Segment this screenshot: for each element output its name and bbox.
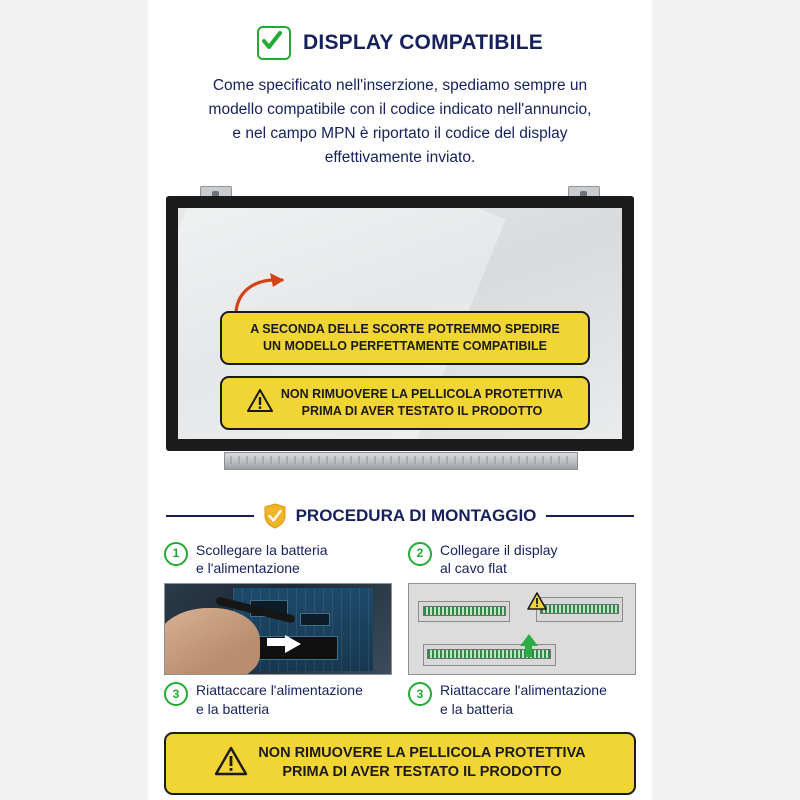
callout-line-2: UN MODELLO PERFETTAMENTE COMPATIBILE	[262, 338, 547, 353]
step-item-4	[408, 681, 636, 717]
divider-left	[166, 515, 254, 517]
hand-image	[164, 608, 260, 676]
right-arrow-icon	[285, 635, 301, 653]
flat-cable-icon	[423, 606, 506, 616]
step-line-2: e l'alimentazione	[196, 560, 300, 577]
warning-triangle-icon	[247, 389, 273, 417]
footer-warning-text	[258, 744, 585, 783]
intro-line-3: e nel campo MPN è riportato il codice del display	[232, 125, 568, 143]
step-item-2	[408, 541, 636, 577]
step-photo-battery-disconnect	[164, 583, 392, 675]
step-number-badge: 3	[408, 682, 432, 706]
callout-line-2: PRIMA DI AVER TESTATO IL PRODOTTO	[301, 403, 543, 418]
header	[148, 0, 652, 60]
warning-triangle-icon	[527, 592, 547, 615]
intro-paragraph	[166, 74, 634, 170]
procedure-steps	[164, 541, 636, 718]
intro-line-4: effettivamente inviato.	[324, 149, 476, 167]
panel-strip-texture	[230, 456, 570, 464]
warning-triangle-icon	[214, 746, 248, 781]
step-line-1: Scollegare la batteria	[196, 542, 328, 559]
step-line-1: Riattaccare l'alimentazione	[196, 682, 363, 699]
step-line-2: e la batteria	[440, 700, 514, 717]
footer-line-1: NON RIMUOVERE LA PELLICOLA PROTETTIVA	[258, 744, 586, 761]
callout-compatible-model	[220, 311, 590, 365]
footer-line-2: PRIMA DI AVER TESTATO IL PRODOTTO	[282, 764, 562, 781]
step-item-1	[164, 541, 392, 577]
up-arrow-icon	[520, 634, 538, 646]
footer-warning-banner	[164, 732, 636, 795]
step-text	[196, 681, 363, 717]
callout-line-1: A SECONDA DELLE SCORTE POTREMMO SPEDIRE	[250, 322, 560, 337]
shield-icon	[264, 503, 286, 529]
step-text	[440, 541, 558, 577]
right-margin-rail	[652, 0, 800, 800]
step-text	[196, 541, 328, 577]
callout-line-1: NON RIMUOVERE LA PELLICOLA PROTETTIVA	[280, 387, 564, 402]
panel-bezel	[166, 196, 634, 451]
procedure-header	[166, 503, 634, 529]
step-number-badge: 2	[408, 542, 432, 566]
left-margin-rail	[0, 0, 148, 800]
procedure-title: PROCEDURA DI MONTAGGIO	[295, 506, 537, 526]
page-title: DISPLAY COMPATIBILE	[303, 31, 543, 54]
display-panel-illustration	[166, 186, 634, 491]
step-line-2: e la batteria	[196, 700, 270, 717]
callout-warning-text	[281, 386, 563, 420]
step-line-1: Collegare il display	[440, 542, 558, 559]
content-column	[148, 0, 652, 800]
intro-line-2: modello compatibile con il codice indicato nell'annuncio,	[208, 101, 592, 119]
step-number-badge: 1	[164, 542, 188, 566]
check-icon	[257, 26, 291, 60]
step-text	[440, 681, 607, 717]
step-item-3	[164, 681, 392, 717]
step-line-2: al cavo flat	[440, 560, 507, 577]
divider-right	[546, 515, 634, 517]
step-photo-flat-cable	[408, 583, 636, 675]
chip-icon	[300, 613, 330, 627]
flat-cable-icon	[540, 604, 619, 614]
flat-cable-icon	[427, 649, 551, 659]
callout-protective-film	[220, 376, 590, 430]
intro-line-1: Come specificato nell'inserzione, spediamo sempre un	[212, 77, 588, 94]
step-number-badge: 3	[164, 682, 188, 706]
step-line-1: Riattaccare l'alimentazione	[440, 682, 607, 699]
panel-screen	[178, 208, 622, 439]
